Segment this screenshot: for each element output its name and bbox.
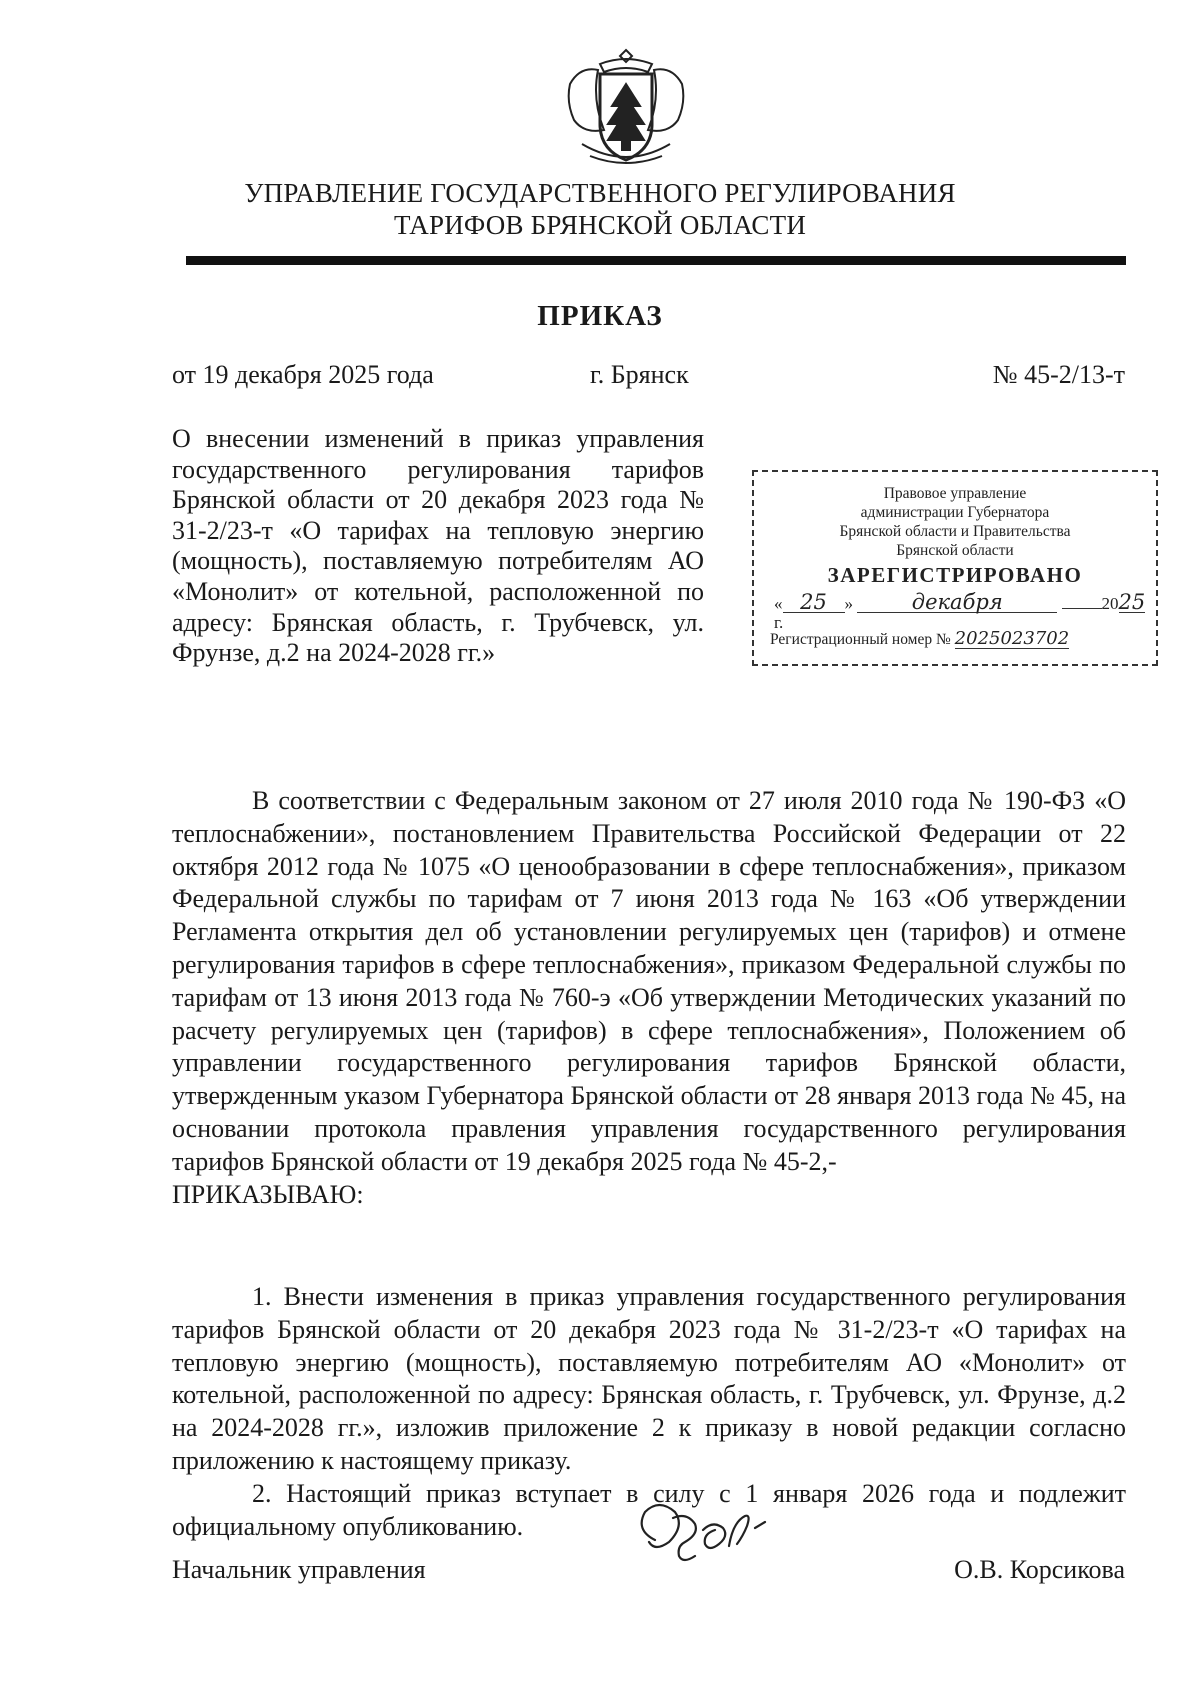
preamble-block: [172, 785, 1126, 1211]
order-item-1: 1. Внести изменения в приказ управления государственного регулирования тарифов Брянской области от 20 декабря 2023 года № 31-2/23-т «О тарифах на тепловую энергию (мощность), поставляемую потребителям АО «Монолит» от котельной, расположенной по адресу: Брянская область, г. Трубчевск, ул. Фрунзе, д.2 на 2024-2028 гг.», изложив приложение 2 к приказу в новой редакции согласно приложению к настоящему приказу.: [172, 1282, 1126, 1475]
signatory-role: Начальник управления: [172, 1555, 426, 1584]
stamp-date: « 25 » декабря 2025 г.: [774, 590, 1146, 632]
registration-stamp: [752, 470, 1158, 666]
stamp-month: декабря: [857, 593, 1057, 613]
handwritten-signature: [625, 1500, 795, 1580]
document-title: ПРИКАЗ: [537, 300, 663, 332]
coat-of-arms-icon: [560, 44, 692, 174]
document-number: № 45-2/13-т: [992, 360, 1125, 389]
stamp-line3: Брянской области и Правительства: [839, 523, 1071, 540]
stamp-regnum-label: Регистрационный номер №: [770, 631, 951, 648]
signatory-name: О.В. Корсикова: [954, 1555, 1125, 1584]
stamp-line4: Брянской области: [896, 542, 1014, 559]
document-date: от 19 декабря 2025 года: [172, 360, 434, 389]
stamp-regnum: [760, 629, 1150, 649]
document-city: г. Брянск: [590, 360, 689, 389]
stamp-registered: ЗАРЕГИСТРИРОВАНО: [827, 563, 1083, 587]
preamble-paragraph: В соответствии с Федеральным законом от 27 июля 2010 года № 190-ФЗ «О теплоснабжении», постановлением Правительства Российской Федерации от 22 октября 2012 года № 1075 «О ценообразовании в сфере теплоснабжения», приказом Федеральной службы по тарифам от 7 июня 2013 года № 163 «Об утверждении Регламента открытия дел об установлении регулируемых цен (тарифов) и отмене регулирования тарифов в сфере теплоснабжения», приказом Федеральной службы по тарифам от 13 июня 2013 года № 760-э «Об утверждении Методических указаний по расчету регулируемых цен (тарифов) в сфере теплоснабжения», Положением об управлении государственного регулирования тарифов Брянской области, утвержденным указом Губернатора Брянской области от 28 января 2013 года № 45, на основании протокола правления управления государственного регулирования тарифов Брянской области от 19 декабря 2025 года № 45-2,-: [172, 786, 1126, 1176]
organization-name-line1: УПРАВЛЕНИЕ ГОСУДАРСТВЕННОГО РЕГУЛИРОВАНИЯ: [244, 178, 956, 208]
subject-text: О внесении изменений в приказ управления государственного регулирования тарифов Брянской области от 20 декабря 2023 года № 31-2/23-т «О тарифах на тепловую энергию (мощность), поставляемую потребителям АО «Монолит» от котельной, расположенной по адресу: Брянская область, г. Трубчевск, ул. Фрунзе, д.2 на 2024-2028 гг.»: [172, 424, 704, 668]
order-word: ПРИКАЗЫВАЮ:: [172, 1179, 364, 1209]
stamp-line2: администрации Губернатора: [860, 504, 1050, 521]
stamp-year-unit: г.: [774, 613, 784, 632]
document-subject: [172, 424, 704, 669]
stamp-regnum-value: 2025023702: [954, 628, 1070, 649]
order-item-2: 2. Настоящий приказ вступает в силу с 1 января 2026 года и подлежит официальному опубликованию.: [172, 1478, 1126, 1541]
stamp-day: 25: [783, 593, 845, 613]
stamp-year-prefix: 20: [1101, 594, 1119, 613]
header-divider: [186, 256, 1126, 265]
stamp-line1: Правовое управление: [883, 485, 1027, 502]
organization-name-line2: ТАРИФОВ БРЯНСКОЙ ОБЛАСТИ: [393, 210, 807, 240]
stamp-year-suffix: 25: [1118, 590, 1146, 614]
